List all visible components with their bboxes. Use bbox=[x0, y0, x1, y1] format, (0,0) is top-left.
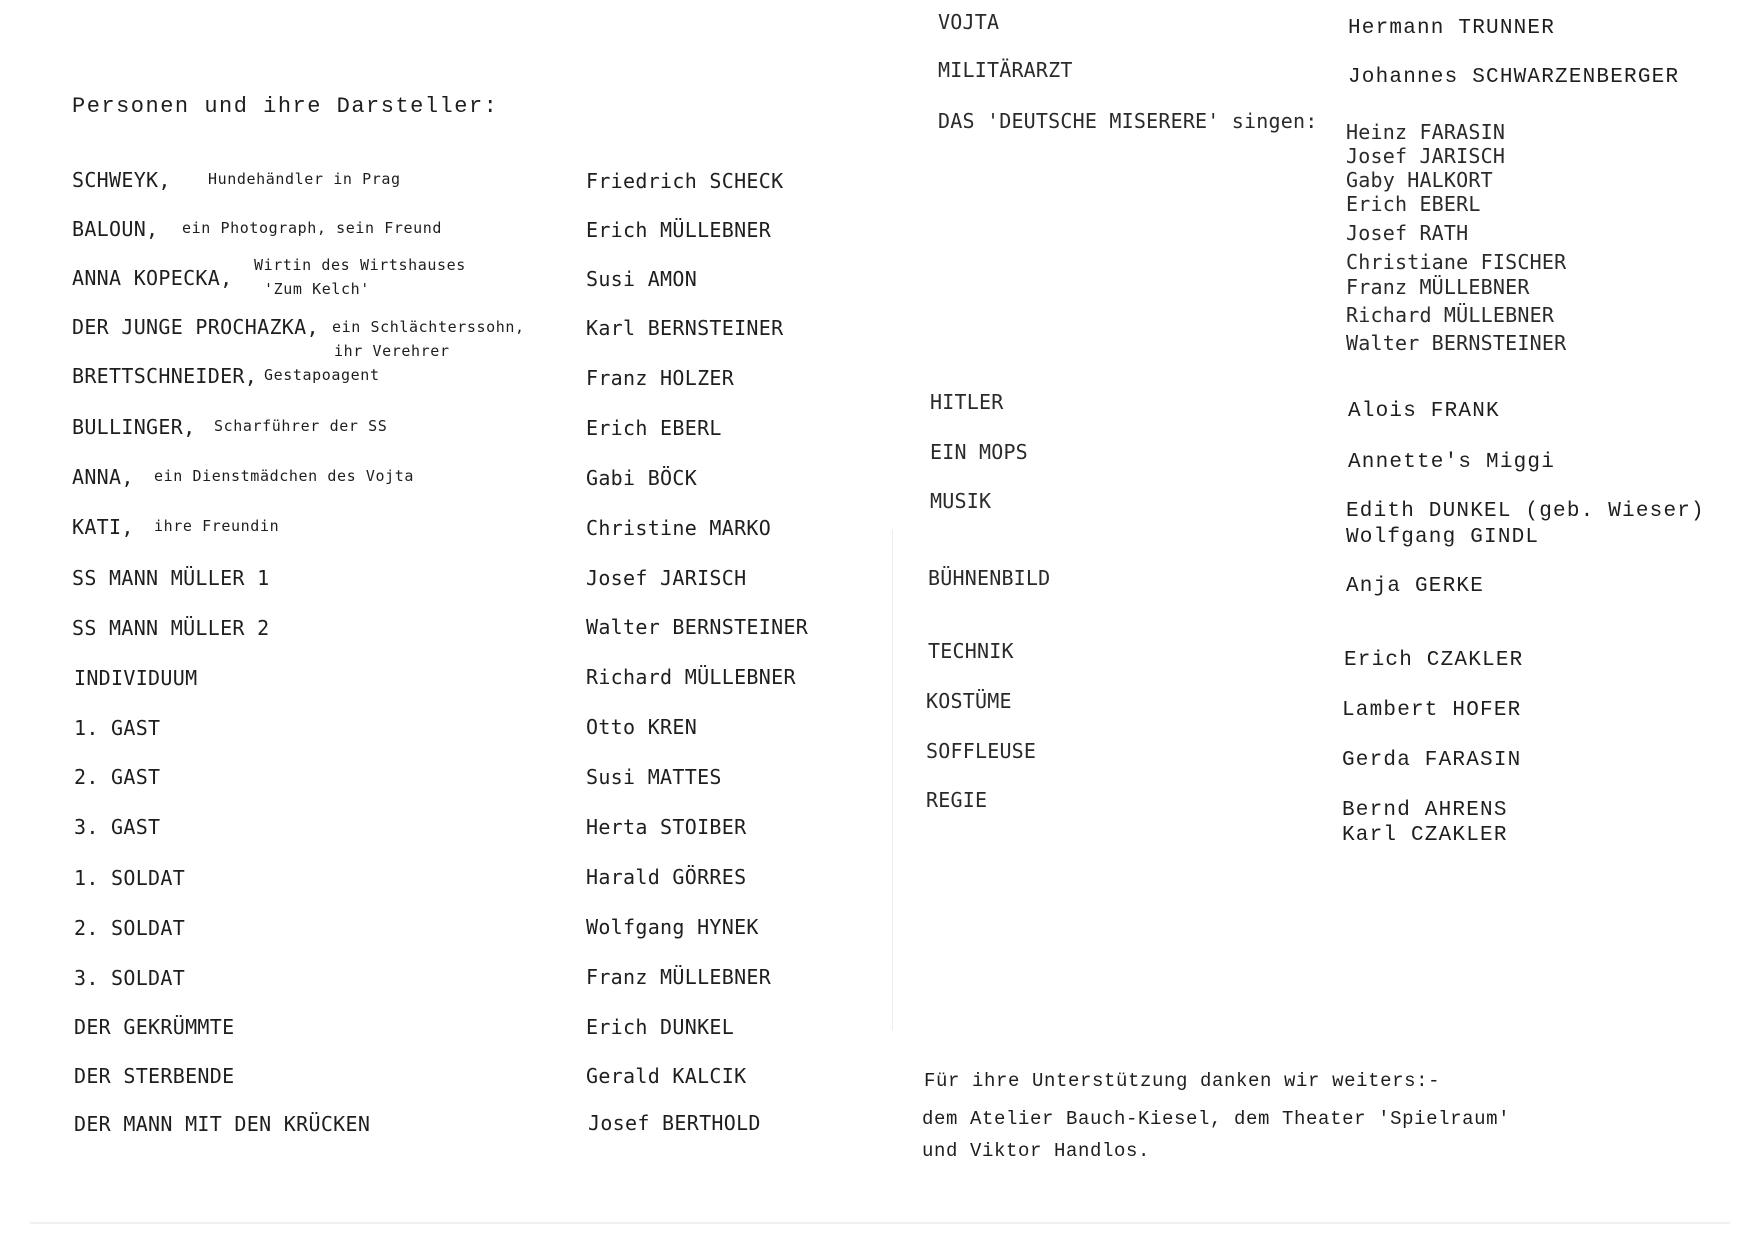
role-description: Wirtin des Wirtshauses bbox=[254, 256, 466, 274]
thanks-line: Für ihre Unterstützung danken wir weiters:- bbox=[924, 1070, 1441, 1092]
actor-name: Richard MÜLLEBNER bbox=[1346, 303, 1555, 327]
role-name: HITLER bbox=[930, 390, 1004, 414]
actor-name: Johannes SCHWARZENBERGER bbox=[1348, 66, 1680, 89]
actor-name: Friedrich SCHECK bbox=[586, 169, 784, 193]
role-name: MUSIK bbox=[930, 489, 992, 513]
role-name: SS MANN MÜLLER 1 bbox=[72, 566, 270, 590]
role-description: Hundehändler in Prag bbox=[208, 170, 401, 188]
role-description: ein Schlächterssohn, bbox=[332, 318, 525, 336]
actor-name: Christine MARKO bbox=[586, 516, 772, 540]
role-name: DAS 'DEUTSCHE MISERERE' singen: bbox=[938, 109, 1318, 133]
role-name: KOSTÜME bbox=[926, 689, 1012, 713]
role-name: 3. SOLDAT bbox=[74, 966, 186, 990]
role-name: BULLINGER, bbox=[72, 415, 196, 439]
role-name: REGIE bbox=[926, 788, 988, 812]
role-name: INDIVIDUUM bbox=[74, 666, 198, 690]
actor-name: Erich DUNKEL bbox=[586, 1015, 735, 1039]
role-description: Gestapoagent bbox=[264, 366, 380, 384]
actor-name: Franz MÜLLEBNER bbox=[1346, 275, 1530, 299]
role-name: SS MANN MÜLLER 2 bbox=[72, 616, 270, 640]
actor-name: Josef RATH bbox=[1346, 221, 1469, 245]
actor-name: Bernd AHRENS bbox=[1342, 799, 1508, 822]
actor-name: Otto KREN bbox=[586, 715, 698, 739]
role-name: 1. GAST bbox=[74, 716, 161, 740]
role-name: DER GEKRÜMMTE bbox=[74, 1015, 235, 1039]
role-name: BRETTSCHNEIDER, bbox=[72, 364, 258, 388]
actor-name: Erich EBERL bbox=[586, 416, 722, 440]
actor-name: Susi AMON bbox=[586, 267, 698, 291]
actor-name: Alois FRANK bbox=[1348, 400, 1500, 423]
actor-name: Karl CZAKLER bbox=[1342, 824, 1508, 847]
actor-name: Edith DUNKEL (geb. Wieser) bbox=[1346, 500, 1705, 523]
actor-name: Susi MATTES bbox=[586, 765, 722, 789]
actor-name: Harald GÖRRES bbox=[586, 865, 747, 889]
role-name: BALOUN, bbox=[72, 217, 159, 241]
actor-name: Wolfgang HYNEK bbox=[586, 915, 759, 939]
role-name: KATI, bbox=[72, 515, 134, 539]
role-name: 2. GAST bbox=[74, 765, 161, 789]
actor-name: Walter BERNSTEINER bbox=[586, 615, 809, 639]
actor-name: Erich CZAKLER bbox=[1344, 649, 1524, 672]
actor-name: Gerald KALCIK bbox=[586, 1064, 747, 1088]
actor-name: Franz MÜLLEBNER bbox=[586, 965, 772, 989]
role-name: DER JUNGE PROCHAZKA, bbox=[72, 315, 319, 339]
page-bottom-edge bbox=[30, 1222, 1730, 1224]
actor-name: Erich EBERL bbox=[1346, 192, 1481, 216]
role-description-line2: ihr Verehrer bbox=[334, 342, 450, 360]
role-description: Scharführer der SS bbox=[214, 417, 388, 435]
role-description: ein Photograph, sein Freund bbox=[182, 219, 443, 237]
actor-name: Lambert HOFER bbox=[1342, 699, 1522, 722]
role-name: BÜHNENBILD bbox=[928, 566, 1051, 590]
actor-name: Karl BERNSTEINER bbox=[586, 316, 784, 340]
role-name: DER STERBENDE bbox=[74, 1064, 235, 1088]
role-name: ANNA KOPECKA, bbox=[72, 266, 233, 290]
actor-name: Richard MÜLLEBNER bbox=[586, 665, 796, 689]
role-name: TECHNIK bbox=[928, 639, 1014, 663]
role-name: 1. SOLDAT bbox=[74, 866, 186, 890]
role-name: MILITÄRARZT bbox=[938, 58, 1073, 82]
cast-heading: Personen und ihre Darsteller: bbox=[72, 94, 499, 119]
role-name: SOFFLEUSE bbox=[926, 739, 1037, 763]
actor-name: Josef JARISCH bbox=[586, 566, 747, 590]
role-name: DER MANN MIT DEN KRÜCKEN bbox=[74, 1112, 371, 1136]
actor-name: Heinz FARASIN bbox=[1346, 120, 1506, 144]
role-description-line2: 'Zum Kelch' bbox=[264, 280, 370, 298]
role-name: ANNA, bbox=[72, 465, 134, 489]
actor-name: Gabi BÖCK bbox=[586, 466, 698, 490]
actor-name: Annette's Miggi bbox=[1348, 451, 1556, 474]
actor-name: Josef BERTHOLD bbox=[588, 1111, 761, 1135]
role-name: VOJTA bbox=[938, 10, 1000, 34]
role-name: SCHWEYK, bbox=[72, 168, 171, 192]
actor-name: Herta STOIBER bbox=[586, 815, 747, 839]
thanks-line: dem Atelier Bauch-Kiesel, dem Theater 'Spielraum' bbox=[922, 1108, 1511, 1130]
thanks-line: und Viktor Handlos. bbox=[922, 1140, 1151, 1162]
actor-name: Hermann TRUNNER bbox=[1348, 17, 1556, 40]
role-name: 2. SOLDAT bbox=[74, 916, 186, 940]
actor-name: Christiane FISCHER bbox=[1346, 250, 1567, 274]
actor-name: Gerda FARASIN bbox=[1342, 749, 1522, 772]
actor-name: Anja GERKE bbox=[1346, 575, 1485, 598]
actor-name: Erich MÜLLEBNER bbox=[586, 218, 772, 242]
actor-name: Gaby HALKORT bbox=[1346, 168, 1493, 192]
role-description: ein Dienstmädchen des Vojta bbox=[154, 467, 415, 485]
actor-name: Josef JARISCH bbox=[1346, 144, 1506, 168]
actor-name: Wolfgang GINDL bbox=[1346, 526, 1540, 549]
role-name: 3. GAST bbox=[74, 815, 161, 839]
actor-name: Walter BERNSTEINER bbox=[1346, 331, 1567, 355]
page-fold bbox=[892, 530, 893, 1030]
role-name: EIN MOPS bbox=[930, 440, 1028, 464]
actor-name: Franz HOLZER bbox=[586, 366, 735, 390]
role-description: ihre Freundin bbox=[154, 517, 280, 535]
